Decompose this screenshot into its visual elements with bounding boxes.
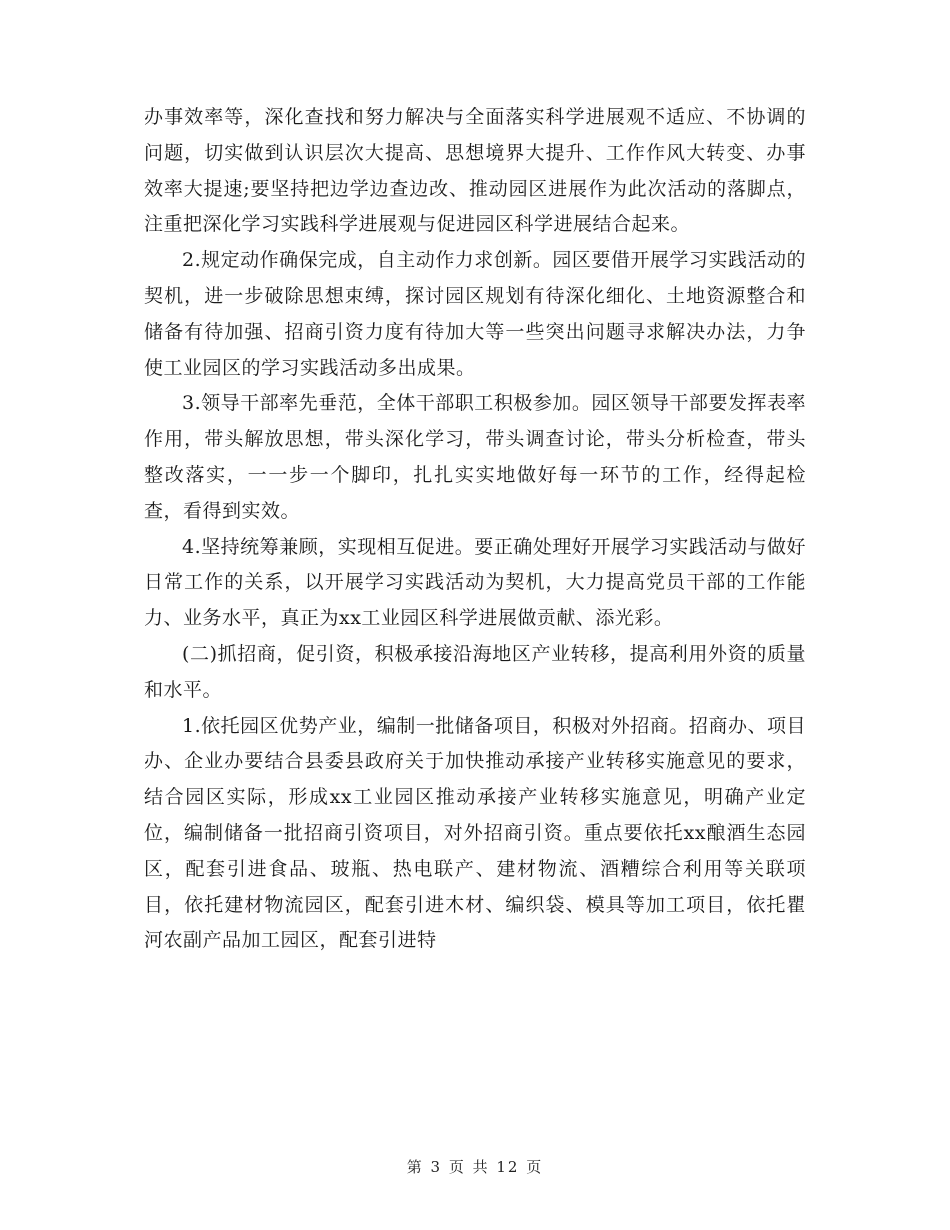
paragraph-item-1: 1.依托园区优势产业，编制一批储备项目，积极对外招商。招商办、项目办、企业办要结合县委县政府关于加快推动承接产业转移实施意见的要求，结合园区实际，形成xx工业园区推动承接产业转移实施意见，明确产业定位，编制储备一批招商引资项目，对外招商引资。重点要依托xx酿酒生态园区，配套引进食品、玻瓶、热电联产、建材物流、酒糟综合利用等关联项目，依托建材物流园区，配套引进木材、编织袋、模具等加工项目，依托瞿河农副产品加工园区，配套引进特 bbox=[144, 714, 806, 952]
paragraph-item-2: 2.规定动作确保完成，自主动作力求创新。园区要借开展学习实践活动的契机，进一步破除思想束缚，探讨园区规划有待深化细化、土地资源整合和储备有待加强、招商引资力度有待加大等一些突出问题寻求解决办法，力争使工业园区的学习实践活动多出成果。 bbox=[144, 249, 806, 379]
document-body bbox=[144, 100, 806, 959]
page-number-footer: 第 3 页 共 12 页 bbox=[406, 1158, 544, 1176]
section-heading-2: (二)抓招商，促引资，积极承接沿海地区产业转移，提高利用外资的质量和水平。 bbox=[144, 642, 806, 701]
paragraph-continuation: 办事效率等，深化查找和努力解决与全面落实科学进展观不适应、不协调的问题，切实做到认识层次大提高、思想境界大提升、工作作风大转变、办事效率大提速;要坚持把边学边查边改、推动园区进展作为此次活动的落脚点，注重把深化学习实践科学进展观与促进园区科学进展结合起来。 bbox=[144, 106, 806, 236]
paragraph-item-4: 4.坚持统筹兼顾，实现相互促进。要正确处理好开展学习实践活动与做好日常工作的关系，以开展学习实践活动为契机，大力提高党员干部的工作能力、业务水平，真正为xx工业园区科学进展做贡献、添光彩。 bbox=[144, 535, 806, 630]
paragraph-item-3: 3.领导干部率先垂范，全体干部职工积极参加。园区领导干部要发挥表率作用，带头解放思想，带头深化学习，带头调查讨论，带头分析检查，带头整改落实，一一步一个脚印，扎扎实实地做好每一环节的工作，经得起检查，看得到实效。 bbox=[144, 392, 806, 522]
